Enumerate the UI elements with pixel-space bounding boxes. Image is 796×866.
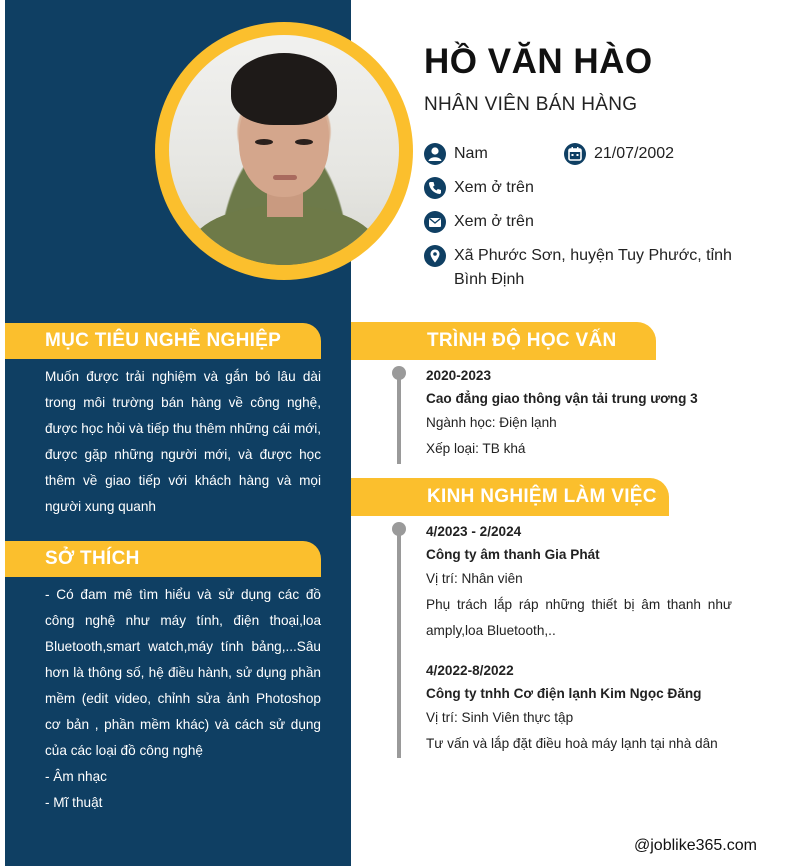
birthday-value: 21/07/2002	[594, 145, 675, 162]
hobbies-title: SỞ THÍCH	[45, 548, 140, 569]
job-title: NHÂN VIÊN BÁN HÀNG	[424, 94, 638, 115]
experience-timeline-dot	[392, 522, 406, 536]
education-detail: Ngành học: Điện lạnh	[426, 415, 557, 430]
phone-value: Xem ở trên	[454, 179, 534, 196]
experience-company: Công ty âm thanh Gia Phát	[426, 547, 600, 562]
info-address	[424, 245, 764, 292]
objective-text	[45, 364, 321, 520]
experience-section-header	[351, 478, 669, 516]
experience-period: 4/2022-8/2022	[426, 663, 514, 678]
user-icon	[424, 143, 446, 165]
education-school: Cao đẳng giao thông vận tải trung ương 3	[426, 391, 698, 406]
footer-credit: @joblike365.com	[634, 837, 757, 854]
email-value: Xem ở trên	[454, 213, 534, 230]
education-title: TRÌNH ĐỘ HỌC VẤN	[427, 330, 617, 351]
education-detail: Xếp loại: TB khá	[426, 441, 526, 456]
hobby-item: - Âm nhạc	[45, 769, 107, 784]
mail-icon	[424, 211, 446, 233]
phone-icon	[424, 177, 446, 199]
info-email	[424, 211, 534, 234]
info-birthday	[564, 143, 674, 166]
objective-section-header	[5, 323, 321, 359]
info-gender	[424, 143, 488, 166]
hobby-item: - Có đam mê tìm hiểu và sử dụng các đồ công nghệ như máy tính, điện thoại,loa Bluetooth,smart watch,máy tính bảng,...Sâu hơn là thông số, hệ điều hành, sử dụng phần mềm (edit video, chỉnh sửa ảnh Photoshop cơ bản , phần mềm khác) và cách sử dụng của các loại đồ công nghệ	[45, 587, 321, 758]
objective-paragraph: Muốn được trải nghiệm và gắn bó lâu dài trong môi trường bán hàng về công nghệ, được học hỏi và tiếp thu thêm những cái mới, được gặp những người mới, và được học thêm về giao tiếp với khách hàng và mọi người xung quanh	[45, 369, 321, 514]
experience-title: KINH NGHIỆM LÀM VIỆC	[427, 486, 657, 507]
experience-detail: Tư vấn và lắp đặt điều hoà máy lạnh tại nhà dân	[426, 736, 718, 751]
profile-photo	[169, 35, 399, 265]
experience-detail: Vị trí: Nhân viên	[426, 571, 523, 586]
experience-period: 4/2023 - 2/2024	[426, 524, 522, 539]
hobby-item: - Mĩ thuật	[45, 795, 103, 810]
education-entry	[426, 364, 732, 462]
experience-entry	[426, 520, 732, 644]
experience-detail: Phụ trách lắp ráp những thiết bị âm thanh như amply,loa Bluetooth,..	[426, 597, 732, 638]
education-timeline-dot	[392, 366, 406, 380]
education-section-header	[351, 322, 656, 360]
candidate-name: HỒ VĂN HÀO	[424, 42, 653, 81]
objective-title: MỤC TIÊU NGHỀ NGHIỆP	[45, 330, 282, 351]
experience-entry	[426, 659, 732, 757]
calendar-icon	[564, 143, 586, 165]
experience-company: Công ty tnhh Cơ điện lạnh Kim Ngọc Đăng	[426, 686, 702, 701]
location-pin-icon	[424, 245, 446, 267]
info-phone	[424, 177, 534, 200]
hobbies-list	[45, 582, 321, 816]
education-timeline-line	[397, 372, 401, 464]
education-period: 2020-2023	[426, 368, 492, 383]
experience-timeline-line	[397, 528, 401, 758]
experience-detail: Vị trí: Sinh Viên thực tập	[426, 710, 574, 725]
address-value: Xã Phước Sơn, huyện Tuy Phước, tỉnh Bình Định	[454, 247, 732, 288]
gender-value: Nam	[454, 145, 488, 162]
hobbies-section-header	[5, 541, 321, 577]
